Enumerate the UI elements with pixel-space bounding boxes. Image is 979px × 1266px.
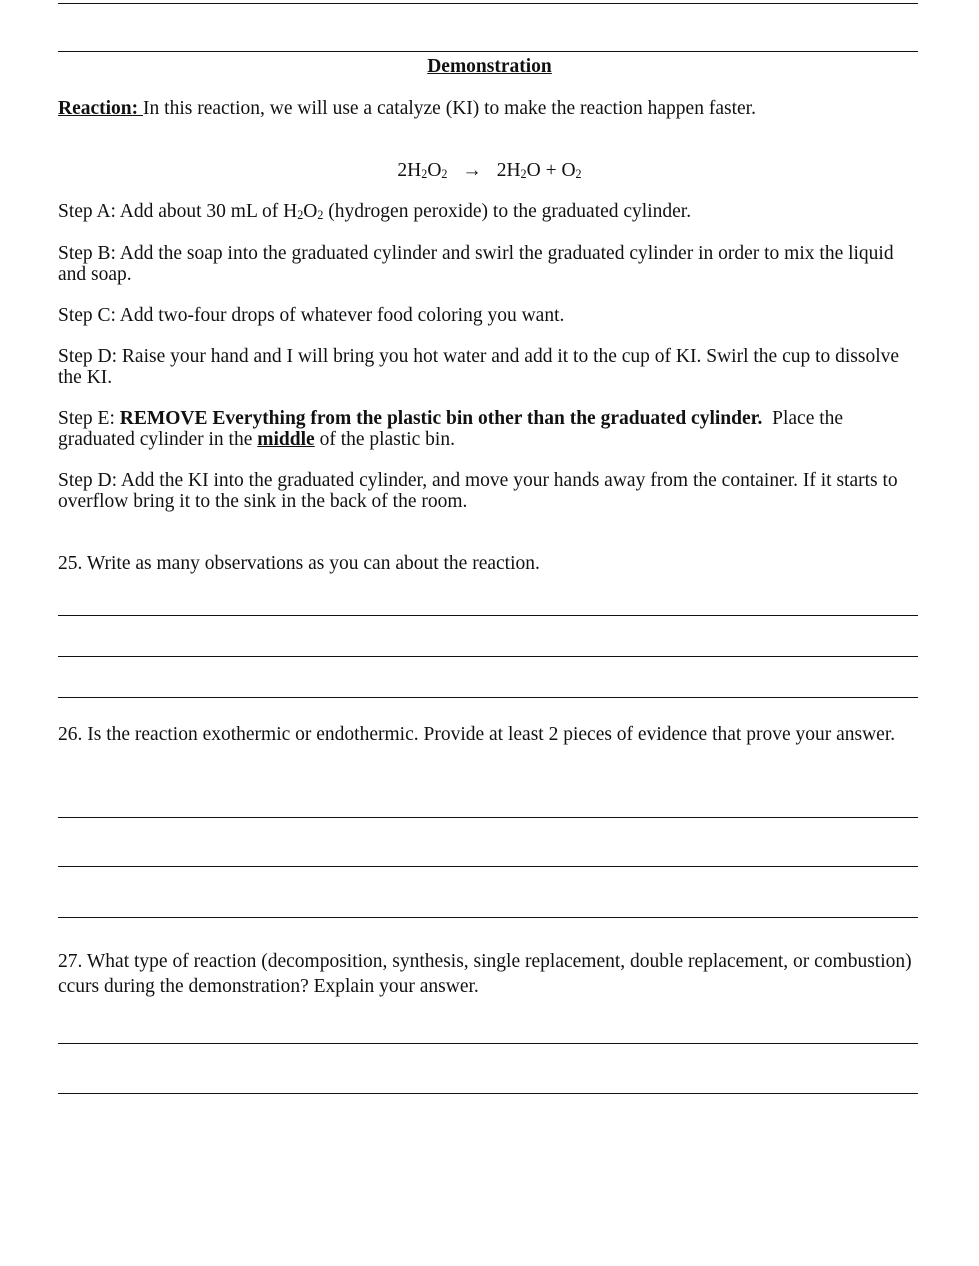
reaction-label: Reaction: [58,98,144,119]
products: $2H_2O + O_2$ [496,160,582,182]
answer-line[interactable] [58,615,918,616]
step-e-emphasis: middle [257,428,315,450]
answer-line[interactable] [58,1093,918,1094]
reaction-text: In this reaction, we will use a catalyze (KI) to make the reaction happen faster. [143,98,756,119]
question-26: 26. Is the reaction exothermic or endothermic. Provide at least 2 pieces of evidence that prove your answer. [58,724,896,745]
step-e-warning: REMOVE Everything from the plastic bin other than the graduated cylinder. [119,408,763,429]
answer-line[interactable] [58,1043,918,1044]
reaction-arrow: → [462,160,482,181]
answer-line[interactable] [58,697,918,698]
answer-line[interactable] [58,917,918,918]
answer-line [58,51,918,52]
step-e: Step E: REMOVE Everything from the plastic bin other than the graduated cylinder. Place the graduated cylinder in the middle of the plastic bin. [58,408,848,450]
step-d-first: Step D: Raise your hand and I will bring you hot water and add it to the cup of KI. Swirl the cup to dissolve the KI. [58,346,900,388]
answer-line [58,3,918,4]
step-b: Step B: Add the soap into the graduated cylinder and swirl the graduated cylinder in order to mix the liquid and soap. [58,243,894,285]
answer-line[interactable] [58,656,918,657]
question-27: 27. What type of reaction (decomposition, synthesis, single replacement, double replacement, or combustion) ccurs during the demonstration? Explain your answer. [58,951,912,997]
answer-line[interactable] [58,817,918,818]
reaction-intro [58,99,920,120]
step-c: Step C: Add two-four drops of whatever food coloring you want. [58,305,565,326]
chemical-equation [0,160,979,182]
section-heading: Demonstration [427,56,552,77]
step-a: Step A: Add about 30 mL of $H_2O_2$ (hydrogen peroxide) to the graduated cylinder. [58,201,692,223]
question-25: 25. Write as many observations as you can about the reaction. [58,553,540,574]
answer-line[interactable] [58,866,918,867]
reactant: $2H_2O_2$ [397,160,448,182]
step-d-second: Step D: Add the KI into the graduated cylinder, and move your hands away from the container. If it starts to overflow bring it to the sink in the back of the room. [58,470,898,512]
